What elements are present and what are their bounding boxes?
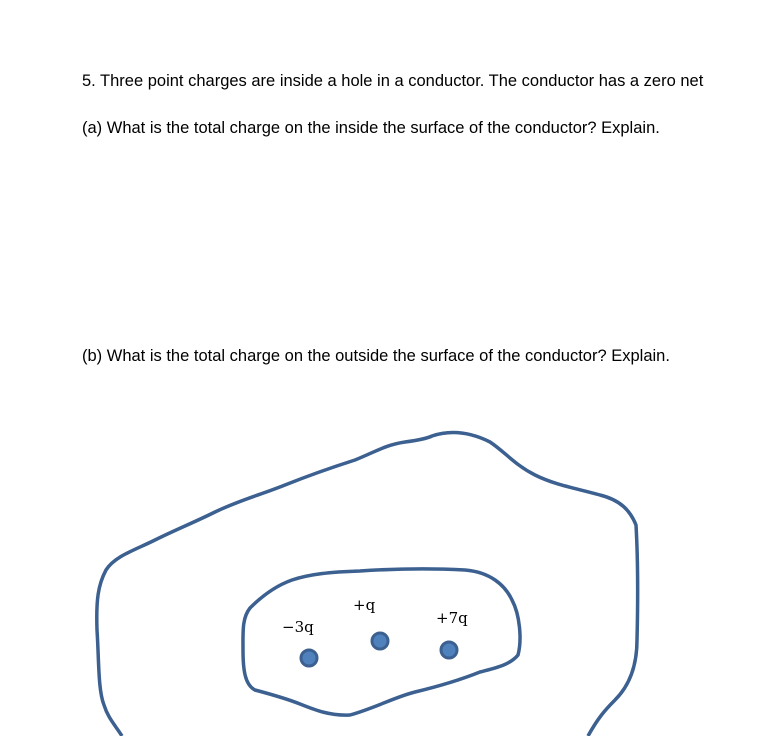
charge-label-neg3q: −3q — [282, 618, 314, 636]
conductor-outer-boundary — [97, 433, 638, 736]
question-intro: 5. Three point charges are inside a hole in a conductor. The conductor has a zero net — [82, 72, 704, 90]
point-charge-neg3q — [301, 650, 317, 666]
point-charge-q — [372, 633, 388, 649]
charge-label-7q: +7q — [436, 609, 468, 627]
question-part-b: (b) What is the total charge on the outside the surface of the conductor? Explain. — [82, 347, 670, 365]
point-charge-7q — [441, 642, 457, 658]
question-part-a: (a) What is the total charge on the inside the surface of the conductor? Explain. — [82, 119, 660, 137]
charge-label-q: +q — [353, 596, 376, 614]
